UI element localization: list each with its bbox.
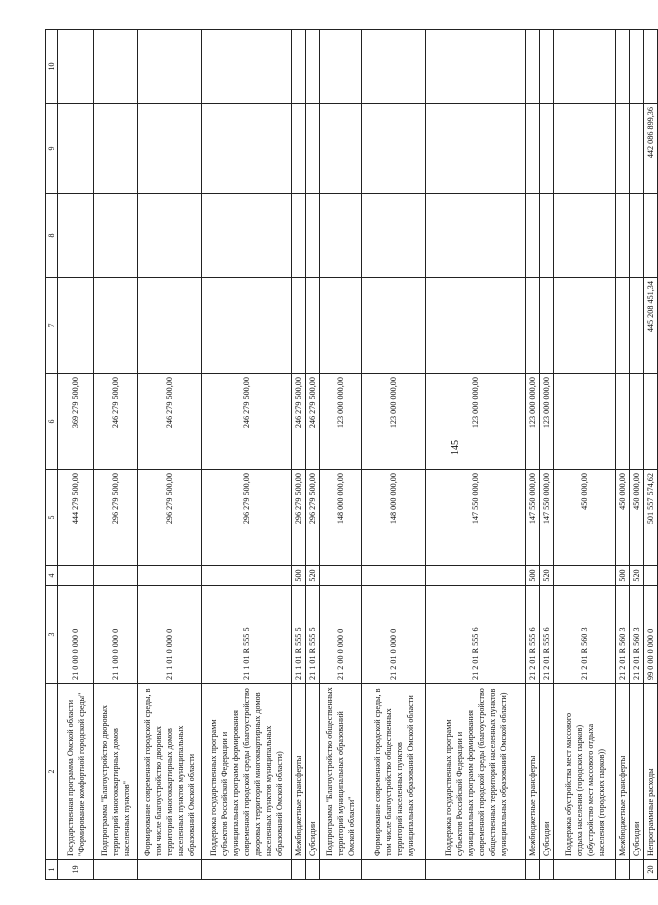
- amount-col-7: [362, 278, 426, 374]
- amount-col-7: [630, 278, 644, 374]
- amount-col-7: [138, 278, 202, 374]
- amount-col-9: [58, 104, 94, 194]
- target-article-code: 21 2 01 R 555 6: [526, 586, 540, 684]
- target-article-code: 21 2 01 R 560 3: [630, 586, 644, 684]
- row-number: [94, 860, 138, 880]
- column-number-row: [46, 30, 58, 880]
- amount-col-5: 148 000 000,00: [362, 470, 426, 566]
- amount-col-8: [630, 194, 644, 278]
- expense-type-code: 500: [526, 566, 540, 586]
- page-number: 145: [450, 440, 461, 455]
- target-article-code: 21 2 01 R 560 3: [616, 586, 630, 684]
- amount-col-7: [202, 278, 292, 374]
- target-article-code: 21 1 01 R 555 5: [202, 586, 292, 684]
- target-article-code: 21 2 01 0 000 0: [362, 586, 426, 684]
- amount-col-9: [526, 104, 540, 194]
- row-number: [616, 860, 630, 880]
- amount-col-8: [362, 194, 426, 278]
- row-number: [540, 860, 554, 880]
- amount-col-6: 123 000 000,00: [320, 374, 362, 470]
- amount-col-5: 444 279 500,00: [58, 470, 94, 566]
- expense-type-code: [320, 566, 362, 586]
- amount-col-5: 450 000,00: [616, 470, 630, 566]
- amount-col-10: [630, 30, 644, 104]
- header-cell: 5: [46, 470, 58, 566]
- amount-col-5: 450 000,00: [554, 470, 616, 566]
- header-cell: 1: [46, 860, 58, 880]
- expense-type-code: [58, 566, 94, 586]
- row-number: [526, 860, 540, 880]
- expense-type-code: [94, 566, 138, 586]
- table-row: [94, 30, 138, 880]
- row-number: 20: [644, 860, 658, 880]
- amount-col-10: [540, 30, 554, 104]
- header-cell: 6: [46, 374, 58, 470]
- amount-col-8: [320, 194, 362, 278]
- amount-col-6: 123 000 000,00: [426, 374, 526, 470]
- expense-type-code: 500: [616, 566, 630, 586]
- amount-col-7: [292, 278, 306, 374]
- amount-col-7: [426, 278, 526, 374]
- expense-name: Субсидии: [540, 684, 554, 860]
- table-row: [58, 30, 94, 880]
- amount-col-5: 501 557 574,62: [644, 470, 658, 566]
- table-row: [616, 30, 630, 880]
- header-cell: 8: [46, 194, 58, 278]
- expense-name: Субсидии: [306, 684, 320, 860]
- expense-name: Поддержка обустройства мест массового отдыха населения (городских парков) (обустройство мест массового отдыха населения (городских парков)): [554, 684, 616, 860]
- amount-col-5: 296 279 500,00: [306, 470, 320, 566]
- amount-col-8: [202, 194, 292, 278]
- amount-col-8: [306, 194, 320, 278]
- amount-col-6: 246 279 500,00: [292, 374, 306, 470]
- amount-col-10: [362, 30, 426, 104]
- table-row: [202, 30, 292, 880]
- amount-col-9: [138, 104, 202, 194]
- target-article-code: 21 1 00 0 000 0: [94, 586, 138, 684]
- amount-col-7: [94, 278, 138, 374]
- amount-col-7: [306, 278, 320, 374]
- amount-col-10: [644, 30, 658, 104]
- table-row: [306, 30, 320, 880]
- table-row: [426, 30, 526, 880]
- table-row: [540, 30, 554, 880]
- row-number: [362, 860, 426, 880]
- expense-name: Подпрограмма "Благоустройство общественных территорий муниципальных образований Омской области": [320, 684, 362, 860]
- amount-col-6: [630, 374, 644, 470]
- amount-col-5: 148 000 000,00: [320, 470, 362, 566]
- amount-col-5: 296 279 500,00: [202, 470, 292, 566]
- expense-type-code: 520: [630, 566, 644, 586]
- amount-col-9: [306, 104, 320, 194]
- expense-name: Межбюджетные трансферты: [292, 684, 306, 860]
- target-article-code: 21 2 01 R 560 3: [554, 586, 616, 684]
- target-article-code: 21 1 01 R 555 5: [292, 586, 306, 684]
- amount-col-10: [292, 30, 306, 104]
- row-number: [320, 860, 362, 880]
- expense-type-code: 500: [292, 566, 306, 586]
- header-cell: 3: [46, 586, 58, 684]
- expense-name: Поддержка государственных программ субъектов Российской Федерации и муниципальных программ формирования современной городской среды (благоустройство общественных территорий населенных пунктов муниципальных образований Омской области): [426, 684, 526, 860]
- document-sheet: [45, 30, 655, 880]
- amount-col-7: [58, 278, 94, 374]
- row-number: [554, 860, 616, 880]
- amount-col-9: [554, 104, 616, 194]
- expense-type-code: [362, 566, 426, 586]
- expense-name: Межбюджетные трансферты: [526, 684, 540, 860]
- table-row: [320, 30, 362, 880]
- table-row: [554, 30, 616, 880]
- target-article-code: 21 1 01 0 000 0: [138, 586, 202, 684]
- amount-col-8: [540, 194, 554, 278]
- header-cell: 4: [46, 566, 58, 586]
- amount-col-6: 369 279 500,00: [58, 374, 94, 470]
- amount-col-5: 147 550 000,00: [540, 470, 554, 566]
- amount-col-10: [554, 30, 616, 104]
- amount-col-5: 296 279 500,00: [94, 470, 138, 566]
- amount-col-10: [526, 30, 540, 104]
- amount-col-10: [306, 30, 320, 104]
- table-row: [292, 30, 306, 880]
- amount-col-5: 450 000,00: [630, 470, 644, 566]
- amount-col-5: 147 550 000,00: [526, 470, 540, 566]
- amount-col-7: [320, 278, 362, 374]
- amount-col-9: [292, 104, 306, 194]
- amount-col-9: [202, 104, 292, 194]
- amount-col-5: 296 279 500,00: [138, 470, 202, 566]
- expense-name: Формирование современной городской среды, в том числе благоустройство общественных территорий населенных пунктов муниципальных образований Омской области: [362, 684, 426, 860]
- expense-name: Государственная программа Омской области "Формирование комфортной городской среды": [58, 684, 94, 860]
- target-article-code: 99 0 00 0 000 0: [644, 586, 658, 684]
- row-number: [306, 860, 320, 880]
- amount-col-10: [616, 30, 630, 104]
- amount-col-7: [616, 278, 630, 374]
- amount-col-9: [616, 104, 630, 194]
- amount-col-8: [426, 194, 526, 278]
- amount-col-10: [320, 30, 362, 104]
- amount-col-6: 246 279 500,00: [202, 374, 292, 470]
- expense-name: Поддержка государственных программ субъектов Российской Федерации и муниципальных программ формирования современной городской среды (благоустройство дворовых территорий многоквартирных домов населенных пунктов муниципальных образований Омской области): [202, 684, 292, 860]
- expense-type-code: [202, 566, 292, 586]
- table-row: [138, 30, 202, 880]
- row-number: 19: [58, 860, 94, 880]
- header-cell: 10: [46, 30, 58, 104]
- amount-col-8: [94, 194, 138, 278]
- expense-type-code: [644, 566, 658, 586]
- amount-col-9: 442 086 899,36: [644, 104, 658, 194]
- expense-type-code: 520: [306, 566, 320, 586]
- amount-col-5: 147 550 000,00: [426, 470, 526, 566]
- amount-col-7: [526, 278, 540, 374]
- amount-col-6: 246 279 500,00: [306, 374, 320, 470]
- target-article-code: 21 2 01 R 555 6: [540, 586, 554, 684]
- amount-col-10: [138, 30, 202, 104]
- amount-col-7: [540, 278, 554, 374]
- amount-col-6: [554, 374, 616, 470]
- amount-col-7: [554, 278, 616, 374]
- amount-col-8: [526, 194, 540, 278]
- amount-col-6: 123 000 000,00: [540, 374, 554, 470]
- target-article-code: 21 2 00 0 000 0: [320, 586, 362, 684]
- table-row: [630, 30, 644, 880]
- target-article-code: 21 1 01 R 555 5: [306, 586, 320, 684]
- expense-type-code: 520: [540, 566, 554, 586]
- amount-col-9: [94, 104, 138, 194]
- amount-col-6: 246 279 500,00: [94, 374, 138, 470]
- amount-col-7: 445 208 451,34: [644, 278, 658, 374]
- amount-col-6: [644, 374, 658, 470]
- rotated-budget-table-container: [45, 30, 655, 880]
- amount-col-6: 123 000 000,00: [362, 374, 426, 470]
- target-article-code: 21 0 00 0 000 0: [58, 586, 94, 684]
- amount-col-8: [554, 194, 616, 278]
- expense-name: Непрограммные расходы: [644, 684, 658, 860]
- amount-col-10: [202, 30, 292, 104]
- table-row: [644, 30, 658, 880]
- amount-col-10: [94, 30, 138, 104]
- target-article-code: 21 2 01 R 555 6: [426, 586, 526, 684]
- expense-type-code: [554, 566, 616, 586]
- amount-col-8: [644, 194, 658, 278]
- row-number: [630, 860, 644, 880]
- amount-col-9: [540, 104, 554, 194]
- row-number: [202, 860, 292, 880]
- amount-col-8: [58, 194, 94, 278]
- expense-name: Субсидии: [630, 684, 644, 860]
- amount-col-9: [630, 104, 644, 194]
- header-cell: 2: [46, 684, 58, 860]
- amount-col-5: 296 279 500,00: [292, 470, 306, 566]
- table-row: [526, 30, 540, 880]
- amount-col-9: [362, 104, 426, 194]
- amount-col-8: [292, 194, 306, 278]
- header-cell: 9: [46, 104, 58, 194]
- expense-type-code: [426, 566, 526, 586]
- amount-col-8: [616, 194, 630, 278]
- amount-col-6: 246 279 500,00: [138, 374, 202, 470]
- amount-col-6: 123 000 000,00: [526, 374, 540, 470]
- row-number: [138, 860, 202, 880]
- expense-type-code: [138, 566, 202, 586]
- expense-name: Межбюджетные трансферты: [616, 684, 630, 860]
- row-number: [426, 860, 526, 880]
- expense-name: Формирование современной городской среды, в том числе благоустройство дворовых территорий многоквартирных домов населенных пунктов муниципальных образований Омской области: [138, 684, 202, 860]
- header-cell: 7: [46, 278, 58, 374]
- amount-col-6: [616, 374, 630, 470]
- amount-col-10: [58, 30, 94, 104]
- amount-col-9: [426, 104, 526, 194]
- table-row: [362, 30, 426, 880]
- expense-name: Подпрограмма "Благоустройство дворовых территорий многоквартирных домов населенных пунктов": [94, 684, 138, 860]
- amount-col-8: [138, 194, 202, 278]
- budget-table: [45, 29, 658, 880]
- row-number: [292, 860, 306, 880]
- amount-col-9: [320, 104, 362, 194]
- amount-col-10: [426, 30, 526, 104]
